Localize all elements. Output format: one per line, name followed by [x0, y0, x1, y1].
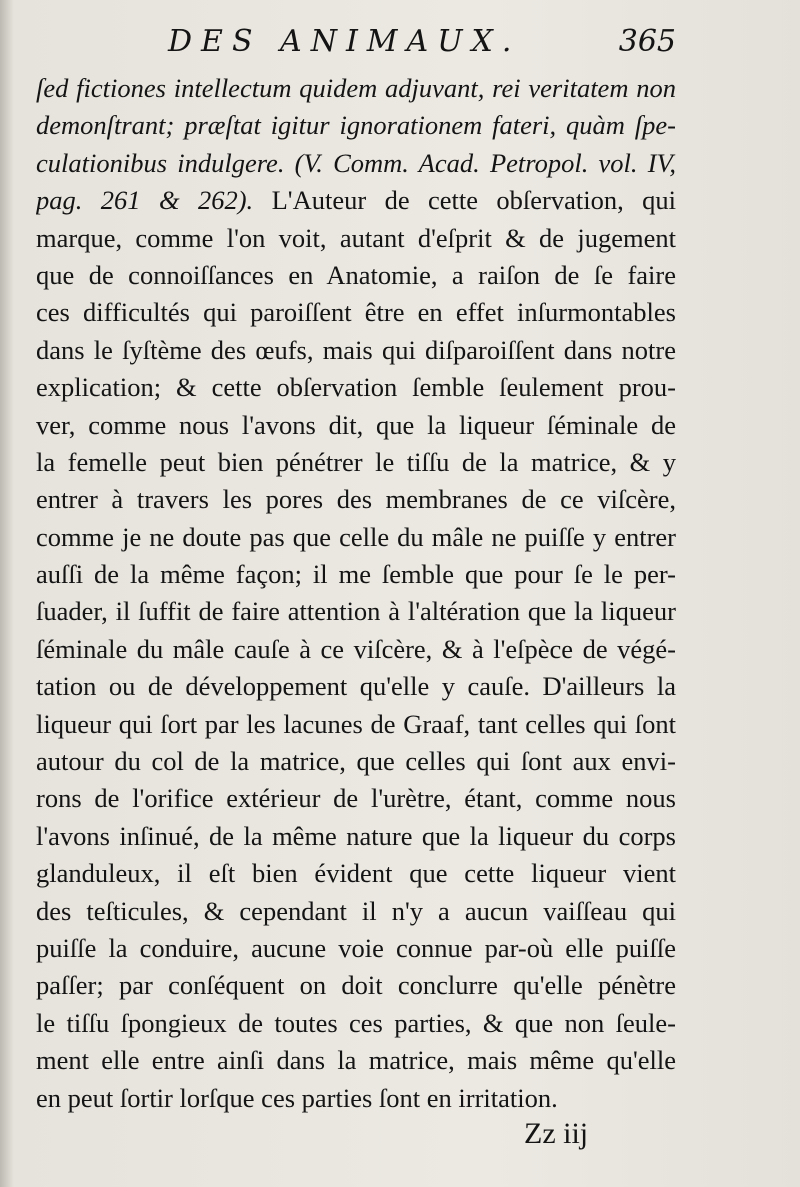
- text-line: marque, comme l'on voit, autant d'eſprit & de jugement: [36, 222, 676, 253]
- text-line: auſſi de la même façon; il me ſemble que pour ſe le per-: [36, 559, 676, 590]
- text-line: ſéminale du mâle cauſe à ce viſcère, & à l'eſpèce de végé-: [36, 633, 676, 664]
- text-line: la femelle peut bien pénétrer le tiſſu de la matrice, & y: [36, 446, 676, 477]
- body-text: [36, 70, 676, 1117]
- text-line: tation ou de développement qu'elle y cauſe. D'ailleurs la: [36, 671, 676, 702]
- text-line: le tiſſu ſpongieux de toutes ces parties, & que non ſeule-: [36, 1007, 676, 1038]
- text-line: rons de l'orifice extérieur de l'urètre, étant, comme nous: [36, 783, 676, 814]
- text-line: entrer à travers les pores des membranes de ce viſcère,: [36, 484, 676, 515]
- signature-mark: Zz iij: [524, 1117, 589, 1150]
- text-line: paſſer; par conſéquent on doit conclurre qu'elle pénètre: [36, 970, 676, 1001]
- text-line: des teſticules, & cependant il n'y a aucun vaiſſeau qui: [36, 895, 676, 926]
- text-line: culationibus indulgere. (V. Comm. Acad. Petropol. vol. IV,: [36, 147, 676, 178]
- text-line: ſed fictiones intellectum quidem adjuvant, rei veritatem non: [36, 73, 676, 103]
- text-line: l'avons inſinué, de la même nature que la liqueur du corps: [36, 820, 676, 851]
- text-line: pag. 261 & 262). L'Auteur de cette obſervation, qui: [36, 185, 676, 216]
- page-header: [36, 24, 676, 64]
- text-line: que de connoiſſances en Anatomie, a raiſon de ſe faire: [36, 259, 676, 290]
- running-title: DES ANIMAUX.: [168, 24, 521, 59]
- text-line: glanduleux, il eſt bien évident que cette liqueur vient: [36, 858, 676, 889]
- text-line: ſuader, il ſuffit de faire attention à l'altération que la liqueur: [36, 596, 676, 627]
- page-number: 365: [618, 24, 676, 59]
- text-line: ment elle entre ainſi dans la matrice, mais même qu'elle: [36, 1045, 676, 1076]
- text-line: puiſſe la conduire, aucune voie connue par-où elle puiſſe: [36, 932, 676, 963]
- text-line: dans le ſyſtème des œufs, mais qui diſparoiſſent dans notre: [36, 334, 676, 365]
- text-line: ver, comme nous l'avons dit, que la liqueur ſéminale de: [36, 409, 676, 440]
- text-line: ces difficultés qui paroiſſent être en effet inſurmontables: [36, 297, 676, 328]
- text-line: liqueur qui ſort par les lacunes de Graaf, tant celles qui ſont: [36, 708, 676, 739]
- text-line: demonſtrant; præſtat igitur ignorationem fateri, quàm ſpe-: [36, 110, 676, 141]
- text-line: explication; & cette obſervation ſemble ſeulement prou-: [36, 372, 676, 403]
- text-line: en peut ſortir lorſque ces parties ſont en irritation.: [36, 1082, 558, 1113]
- text-line: comme je ne doute pas que celle du mâle ne puiſſe y entrer: [36, 521, 676, 552]
- text-line: autour du col de la matrice, que celles qui ſont aux envi-: [36, 746, 676, 777]
